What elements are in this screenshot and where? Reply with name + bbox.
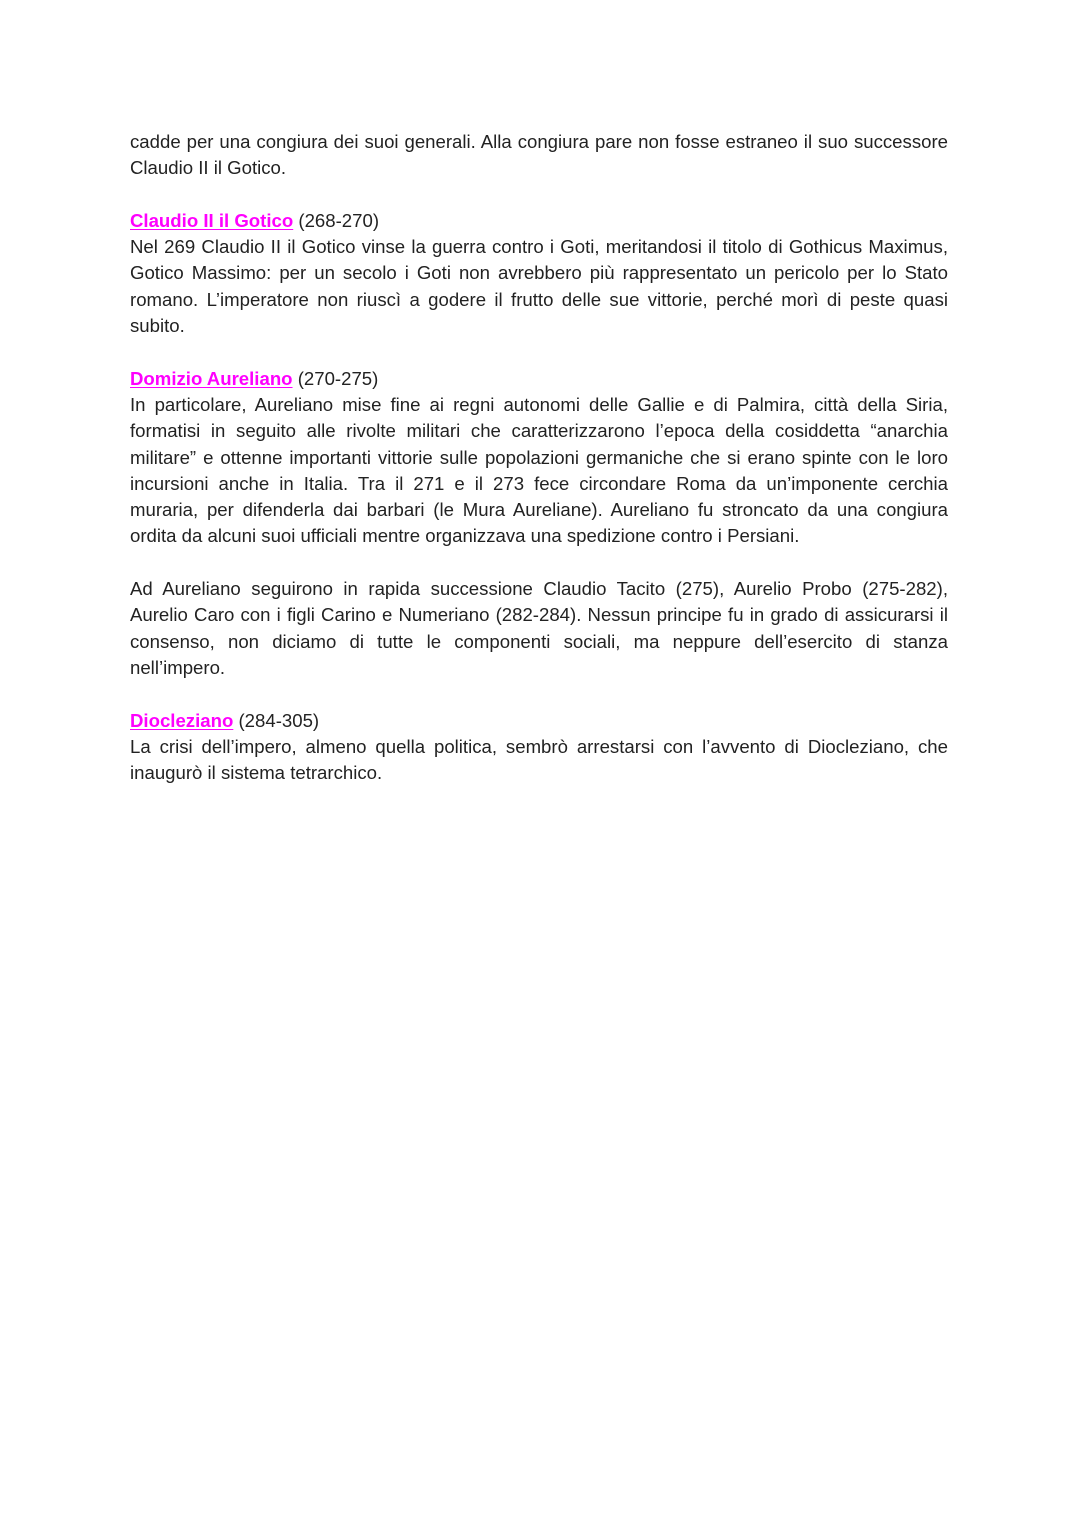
interlude-paragraph: Ad Aureliano seguirono in rapida successione Claudio Tacito (275), Aurelio Probo (275-282), Aurelio Caro con i figli Carino e Numeriano (282-284). Nessun principe fu in grado di assicurarsi il consenso, non diciamo di tutte le componenti sociali, ma neppure dell’esercito di stanza nell’impero. (130, 578, 948, 678)
section-paragraph: La crisi dell’impero, almeno quella politica, sembrò arrestarsi con l’avvento di Diocleziano, che inaugurò il sistema tetrarchico. (130, 735, 948, 784)
reign-dates: (270-275) (292, 367, 379, 389)
emperor-name-link[interactable]: Domizio Aureliano (130, 367, 293, 389)
section-heading (130, 208, 948, 234)
reign-dates: (268-270) (293, 209, 380, 231)
section-aureliano (130, 366, 948, 550)
section-heading (130, 366, 948, 392)
reign-dates: (284-305) (233, 709, 320, 731)
intro-paragraph: cadde per una congiura dei suoi generali. Alla congiura pare non fosse estraneo il suo successore Claudio II il Gotico. (130, 131, 948, 179)
section-claudio (130, 208, 948, 339)
section-diocleziano (130, 708, 948, 787)
section-heading (130, 708, 948, 734)
emperor-name-link[interactable]: Claudio II il Gotico (130, 209, 294, 231)
section-paragraph: In particolare, Aureliano mise fine ai regni autonomi delle Gallie e di Palmira, città della Siria, formatisi in seguito alle rivolte militari che caratterizzarono l’epoca della cosiddetta “anarchia militare” e ottenne importanti vittorie sulle popolazioni germaniche che si erano spinte con le loro incursioni anche in Italia. Tra il 271 e il 273 fece circondare Roma da un’imponente cerchia muraria, per difenderla dai barbari (le Mura Aureliane). Aureliano fu stroncato da una congiura ordita da alcuni suoi ufficiali mentre organizzava una spedizione contro i Persiani. (130, 393, 948, 547)
document-page (130, 129, 948, 813)
section-paragraph: Nel 269 Claudio II il Gotico vinse la guerra contro i Goti, meritandosi il titolo di Gothicus Maximus, Gotico Massimo: per un secolo i Goti non avrebbero più rappresentato un pericolo per lo Stato romano. L’imperatore non riuscì a godere il frutto delle sue vittorie, perché morì di peste quasi subito. (130, 236, 948, 337)
emperor-name-link[interactable]: Diocleziano (130, 709, 234, 731)
